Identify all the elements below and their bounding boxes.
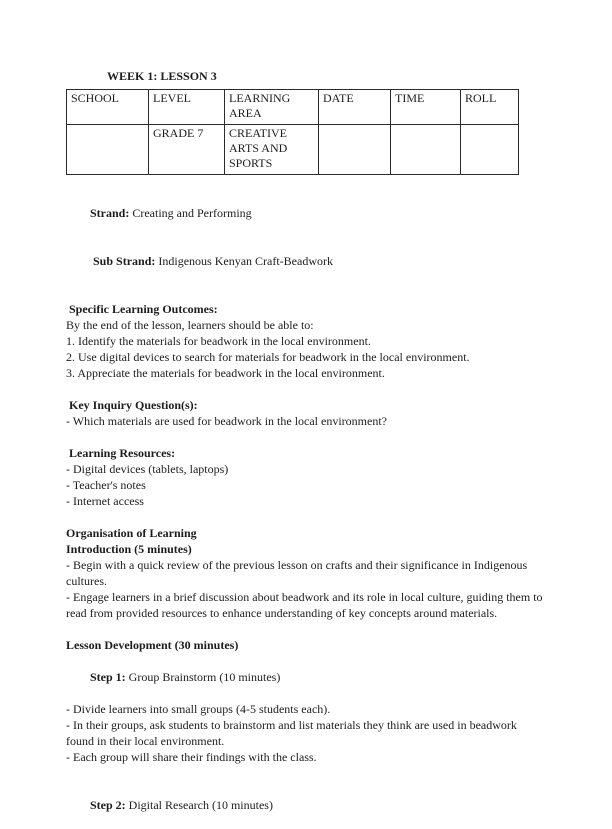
step1-line <box>66 653 543 701</box>
resource-item: - Teacher's notes <box>66 478 146 492</box>
cell-level-value: GRADE 7 <box>149 125 225 175</box>
key-inquiry-section <box>66 397 543 429</box>
key-inquiry-item: - Which materials are used for beadwork in the local environment? <box>66 414 387 428</box>
cell-date-value <box>319 125 391 175</box>
cell-roll-value <box>461 125 519 175</box>
step2-line <box>66 781 543 829</box>
introduction-heading: Introduction (5 minutes) <box>66 542 192 556</box>
cell-learning-area-value: CREATIVE ARTS AND SPORTS <box>225 125 319 175</box>
cell-school-value <box>67 125 149 175</box>
header-cell-school: SCHOOL <box>67 90 149 125</box>
sub-strand-line <box>66 237 543 285</box>
strand-label: Strand: <box>90 206 130 220</box>
header-cell-date: DATE <box>319 90 391 125</box>
learning-resources-section <box>66 445 543 509</box>
outcomes-heading: Specific Learning Outcomes: <box>66 302 218 316</box>
strand-value: Creating and Performing <box>129 206 252 220</box>
header-cell-learning-area: LEARNING AREA <box>225 90 319 125</box>
table-row <box>67 125 519 175</box>
outcome-item: 2. Use digital devices to search for materials for beadwork in the local environment. <box>66 350 470 364</box>
introduction-paragraph: - Begin with a quick review of the previous lesson on crafts and their significance in Indigenous cultures. <box>66 558 531 588</box>
step1-title: Group Brainstorm (10 minutes) <box>125 670 281 684</box>
step2-title: Digital Research (10 minutes) <box>125 798 273 812</box>
header-cell-roll: ROLL <box>461 90 519 125</box>
sub-strand-value: Indigenous Kenyan Craft-Beadwork <box>155 254 333 268</box>
resource-item: - Internet access <box>66 494 144 508</box>
outcome-item: 1. Identify the materials for beadwork in the local environment. <box>66 334 371 348</box>
page-title: WEEK 1: LESSON 3 <box>107 69 217 83</box>
lesson-development-heading: Lesson Development (30 minutes) <box>66 638 239 652</box>
step1-item: - Each group will share their findings with the class. <box>66 750 317 764</box>
strand-line <box>66 189 543 237</box>
key-inquiry-heading: Key Inquiry Question(s): <box>66 398 198 412</box>
organisation-heading: Organisation of Learning <box>66 526 197 540</box>
step1-item: - In their groups, ask students to brainstorm and list materials they think are used in beadwork found in their local environment. <box>66 718 520 748</box>
table-header-row <box>67 90 519 125</box>
step1-item: - Divide learners into small groups (4-5 students each). <box>66 702 331 716</box>
step1-label: Step 1: <box>90 670 126 684</box>
header-cell-time: TIME <box>391 90 461 125</box>
resource-item: - Digital devices (tablets, laptops) <box>66 462 229 476</box>
specific-learning-outcomes-section <box>66 301 543 381</box>
header-cell-level: LEVEL <box>149 90 225 125</box>
step2-label: Step 2: <box>90 798 126 812</box>
step2-section <box>66 781 543 829</box>
introduction-paragraph: - Engage learners in a brief discussion about beadwork and its role in local culture, guiding them to read from provided resources to enhance understanding of key concepts around materials. <box>66 590 546 620</box>
lesson-development-section <box>66 637 543 765</box>
cell-time-value <box>391 125 461 175</box>
page-content <box>66 68 546 829</box>
outcomes-intro: By the end of the lesson, learners should be able to: <box>66 318 314 332</box>
strand-section <box>66 189 543 285</box>
organisation-section <box>66 525 546 621</box>
outcome-item: 3. Appreciate the materials for beadwork in the local environment. <box>66 366 385 380</box>
sub-strand-label: Sub Strand: <box>90 254 156 268</box>
resources-heading: Learning Resources: <box>66 446 176 460</box>
lesson-info-table <box>66 89 519 175</box>
